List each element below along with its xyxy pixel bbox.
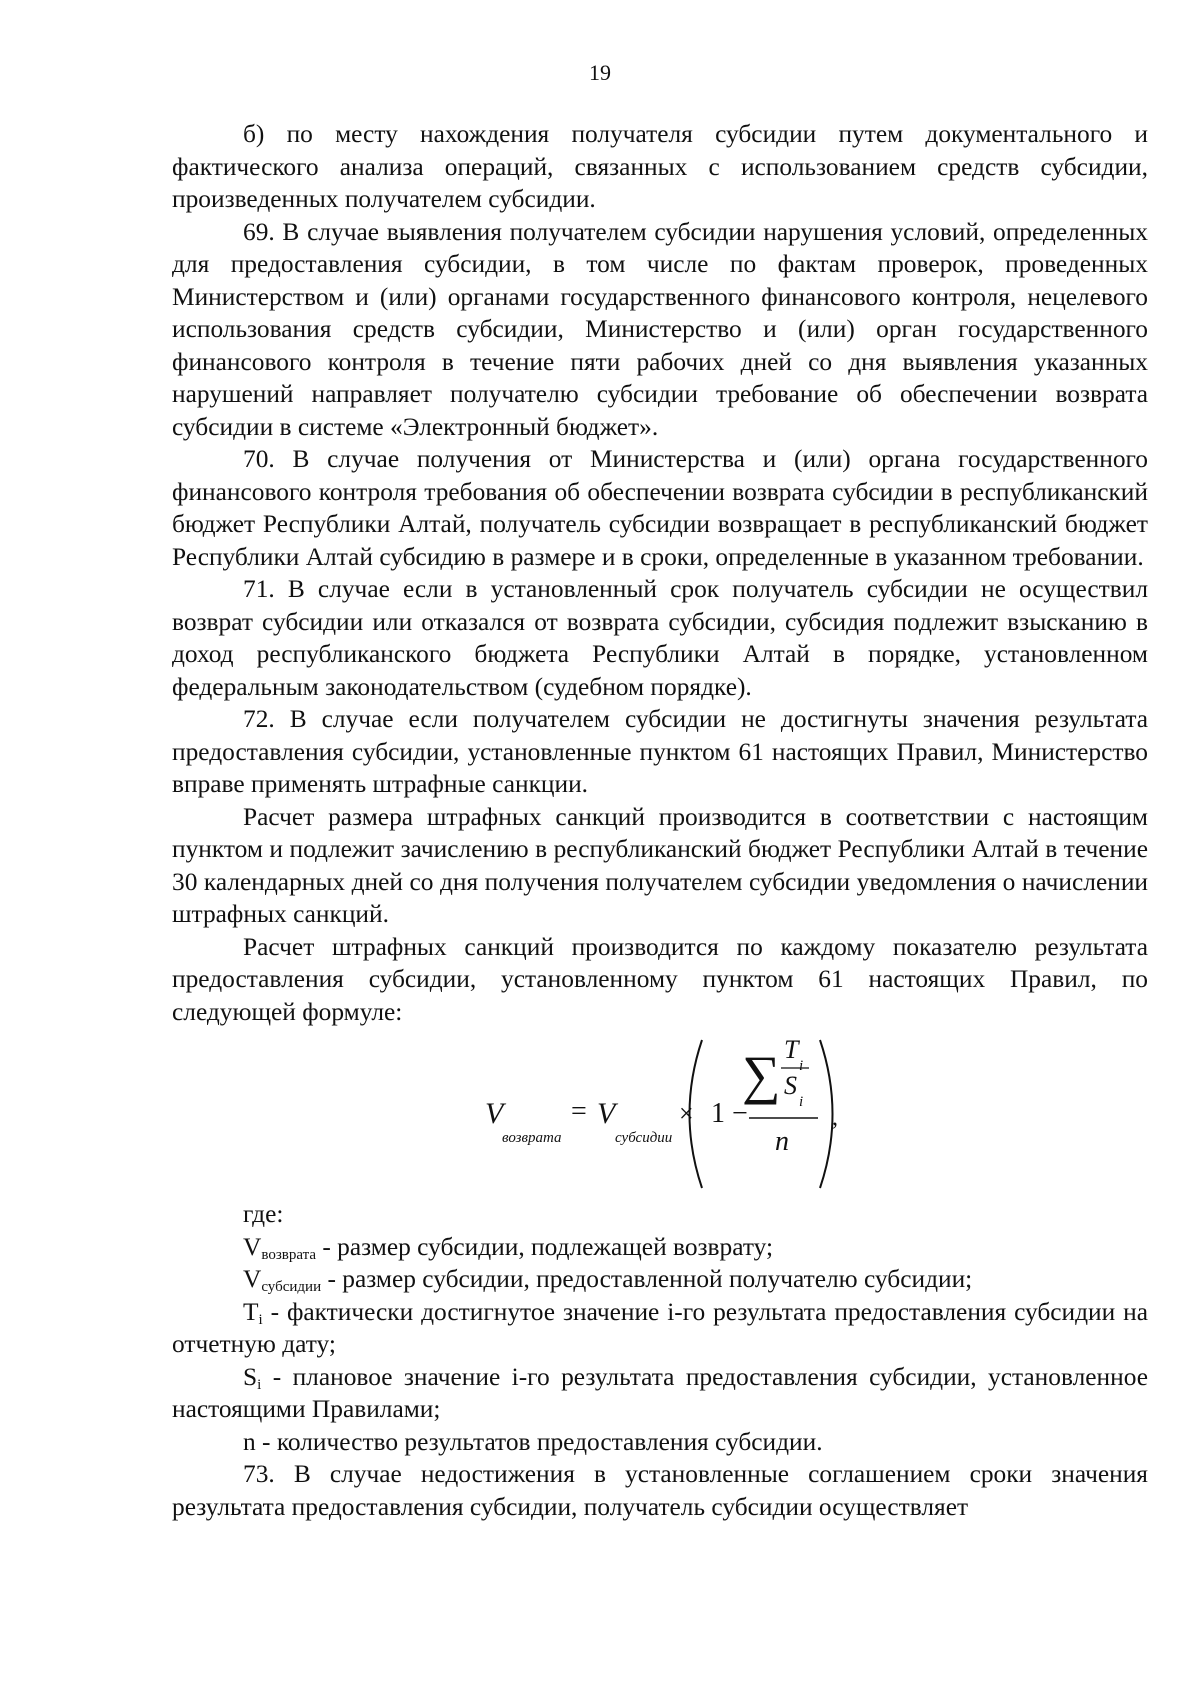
page-number: 19 xyxy=(589,60,611,85)
definition-t-i xyxy=(172,1296,1148,1361)
definition-s-i xyxy=(172,1361,1148,1426)
s-index: i xyxy=(799,1094,804,1110)
t-symbol: T xyxy=(784,1035,799,1064)
v-return-symbol: V xyxy=(485,1097,504,1130)
paragraph-formula-intro: Расчет штрафных санкций производится по каждому показателю результата предоставления субсидии, установленному пунктом 61 настоящих Правил, по следующей формуле: xyxy=(172,932,1148,1026)
def-v-subsidy-symbol: V xyxy=(243,1265,262,1293)
equals-sign: = xyxy=(571,1096,587,1127)
def-v-return-symbol: V xyxy=(243,1232,262,1261)
def-t-text: - фактически достигнутое значение i-го результата предоставления субсидии на отчетную дату; xyxy=(172,1297,1148,1358)
def-v-subsidy-text: - размер субсидии, предоставленной получателю субсидии; xyxy=(321,1265,973,1293)
paragraph-69: 69. В случае выявления получателем субсидии нарушения условий, определенных для предоставления субсидии, в том числе по фактам проверок, проведенных Министерством и (или) органами государственного финансового контроля, нецелевого использования средств субсидии, Министерство и (или) орган государственного финансового контроля в течение пяти рабочих дней со дня выявления указанных нарушений направляет получателю субсидии требование об обеспечении возврата субсидии в системе «Электронный бюджет». xyxy=(172,217,1148,441)
paragraph-71: 71. В случае если в установленный срок получатель субсидии не осуществил возврат субсидии или отказался от возврата субсидии, субсидия подлежит взысканию в доход республиканского бюджета Республики Алтай в порядке, установленном федеральным законодательством (судебном порядке). xyxy=(172,575,1148,701)
penalty-formula xyxy=(172,1030,1148,1198)
def-v-subsidy-subscript: субсидии xyxy=(261,1279,322,1295)
definition-v-return xyxy=(172,1231,1148,1264)
paragraph-penalty-calc: Расчет размера штрафных санкций производится в соответствии с настоящим пунктом и подлежит зачислению в республиканский бюджет Республики Алтай в течение 30 календарных дней со дня получения получателем субсидии уведомления о начислении штрафных санкций. xyxy=(172,802,1148,928)
paragraph-72: 72. В случае если получателем субсидии не достигнуты значения результата предоставления субсидии, установленные пунктом 61 настоящих Правил, Министерство вправе применять штрафные санкции. xyxy=(172,705,1148,798)
right-paren xyxy=(820,1040,833,1188)
def-s-text: - плановое значение i-го результата предоставления субсидии, установленное настоящими Правилами; xyxy=(172,1362,1148,1423)
def-v-return-text: - размер субсидии, подлежащей возврату; xyxy=(316,1232,774,1261)
where-label: где: xyxy=(243,1200,284,1228)
paragraph-70: 70. В случае получения от Министерства и (или) органа государственного финансового контроля требования об обеспечении возврата субсидии в республиканский бюджет Республики Алтай, получатель субсидии возвращает в республиканский бюджет Республики Алтай субсидию в размере и в сроки, определенные в указанном требовании. xyxy=(172,445,1148,571)
definition-n: n - количество результатов предоставления субсидии. xyxy=(243,1427,823,1456)
times-sign: × xyxy=(679,1099,694,1128)
one-minus: 1 − xyxy=(711,1098,748,1129)
v-return-subscript: возврата xyxy=(502,1130,562,1146)
formula-comma: , xyxy=(832,1105,838,1131)
def-t-symbol: T xyxy=(243,1297,259,1326)
n-symbol: n xyxy=(775,1126,789,1157)
s-symbol: S xyxy=(784,1071,797,1100)
def-t-subscript: i xyxy=(258,1311,263,1328)
formula-brackets xyxy=(172,1030,1148,1198)
paragraph-b: б) по месту нахождения получателя субсидии путем документального и фактического анализа операций, связанных с использованием средств субсидии, произведенных получателем субсидии. xyxy=(172,120,1148,213)
sigma-sign: ∑ xyxy=(742,1045,781,1105)
t-index: i xyxy=(799,1058,804,1074)
v-subsidy-subscript: субсидии xyxy=(615,1130,673,1146)
def-s-symbol: S xyxy=(243,1362,258,1391)
definition-v-subsidy xyxy=(172,1263,1148,1296)
def-v-return-subscript: возврата xyxy=(261,1246,316,1263)
def-s-subscript: i xyxy=(257,1376,262,1393)
v-subsidy-symbol: V xyxy=(597,1097,616,1130)
document-body xyxy=(172,118,1148,1523)
paragraph-73: 73. В случае недостижения в установленные соглашением сроки значения результата предоставления субсидии, получатель субсидии осуществляет xyxy=(172,1460,1148,1521)
